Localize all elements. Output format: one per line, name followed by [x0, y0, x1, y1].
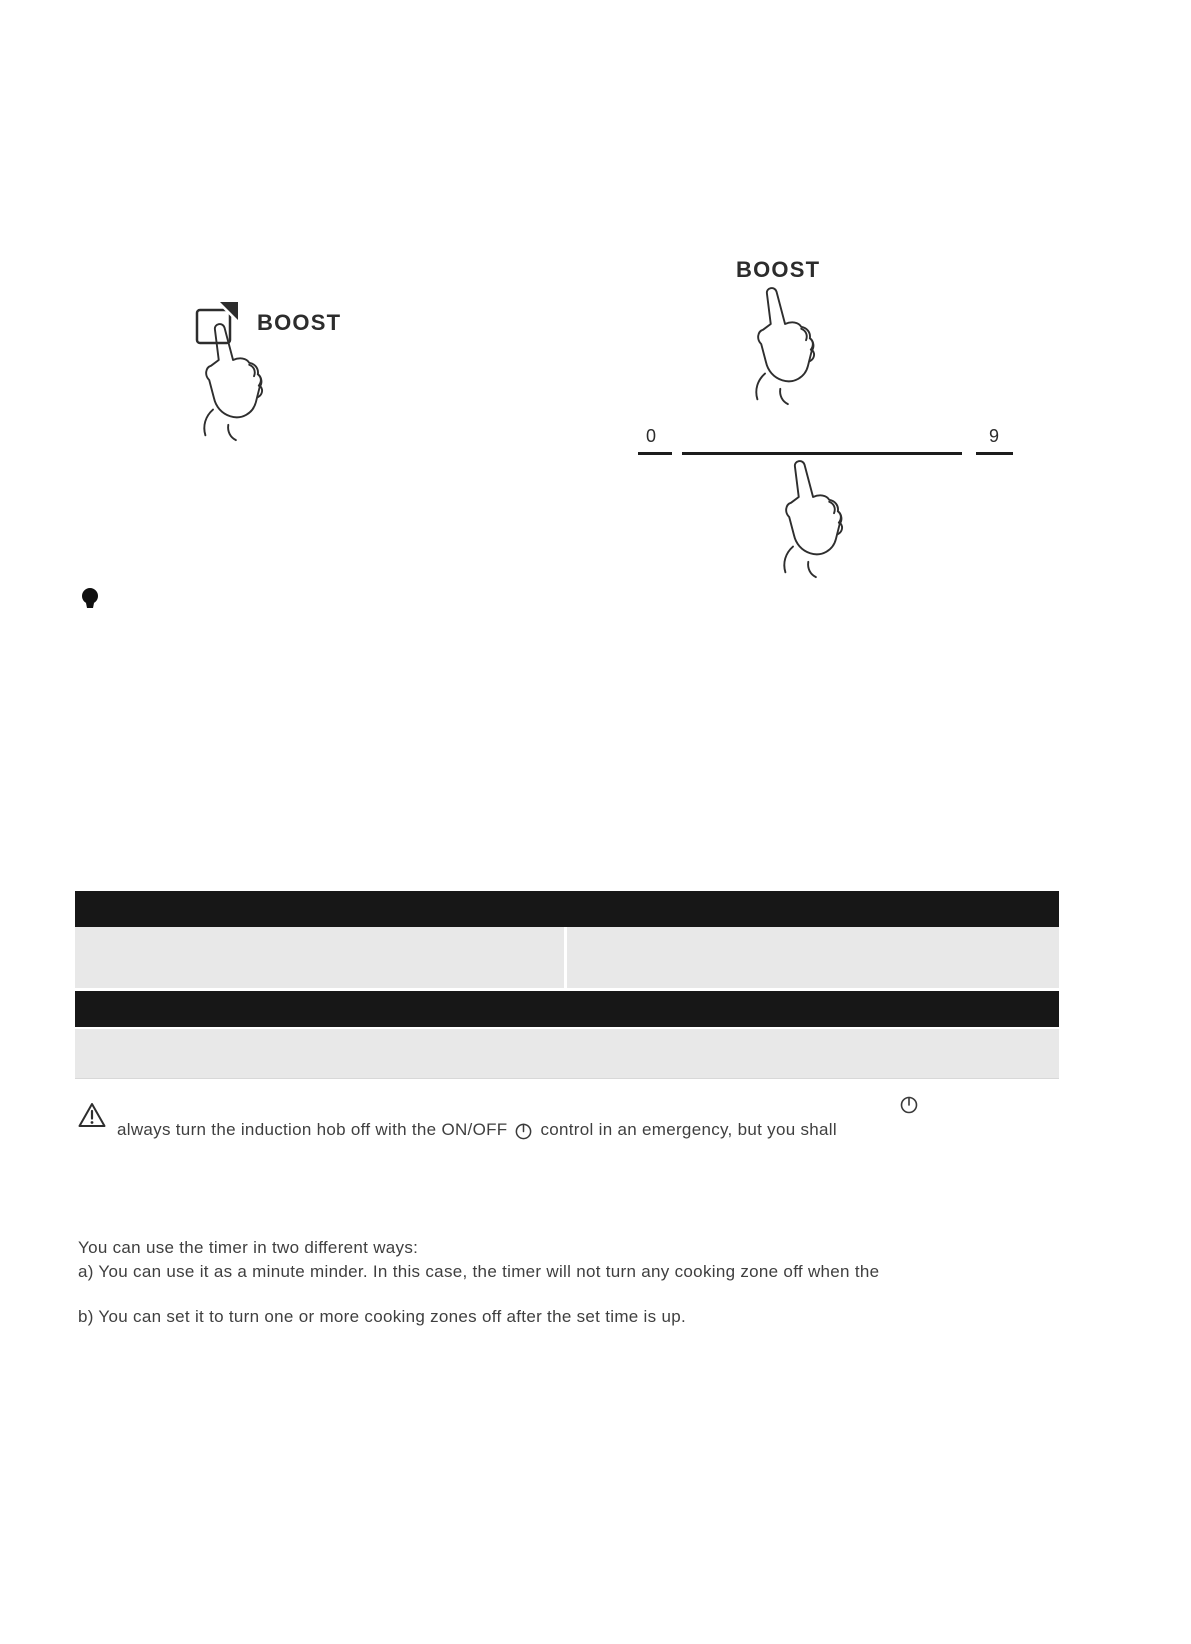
table-row	[75, 1029, 1059, 1079]
table-cell	[75, 1029, 1059, 1078]
pointing-hand-icon	[772, 455, 877, 579]
timer-option-a: a) You can use it as a minute minder. In this case, the timer will not turn any cooking zone off when the	[78, 1262, 880, 1281]
pointing-hand-icon	[744, 282, 849, 406]
slider-max-label: 9	[989, 426, 1000, 446]
slider-min-label: 0	[646, 426, 657, 446]
slider-min-tick	[638, 452, 672, 455]
bulb-icon	[79, 587, 101, 613]
table-header-bar	[75, 991, 1059, 1027]
pointing-hand-icon	[192, 318, 297, 442]
slider-max-tick	[976, 452, 1013, 455]
boost-touch-label: BOOST	[736, 257, 821, 282]
timer-intro: You can use the timer in two different ways:	[78, 1238, 419, 1257]
table-cell	[75, 927, 567, 988]
table-header-bar	[75, 891, 1059, 927]
table-row	[75, 927, 1059, 988]
timer-option-b: b) You can set it to turn one or more cooking zones off after the set time is up.	[78, 1307, 686, 1326]
warning-text	[117, 1120, 837, 1140]
warning-triangle-icon	[77, 1101, 107, 1129]
power-icon	[899, 1094, 919, 1114]
table-cell	[567, 927, 1059, 988]
warning-text-before: always turn the induction hob off with the ON/OFF	[117, 1120, 508, 1139]
boost-button-label: BOOST	[257, 310, 342, 335]
warning-text-after: control in an emergency, but you shall	[540, 1120, 837, 1139]
power-icon	[514, 1121, 533, 1140]
